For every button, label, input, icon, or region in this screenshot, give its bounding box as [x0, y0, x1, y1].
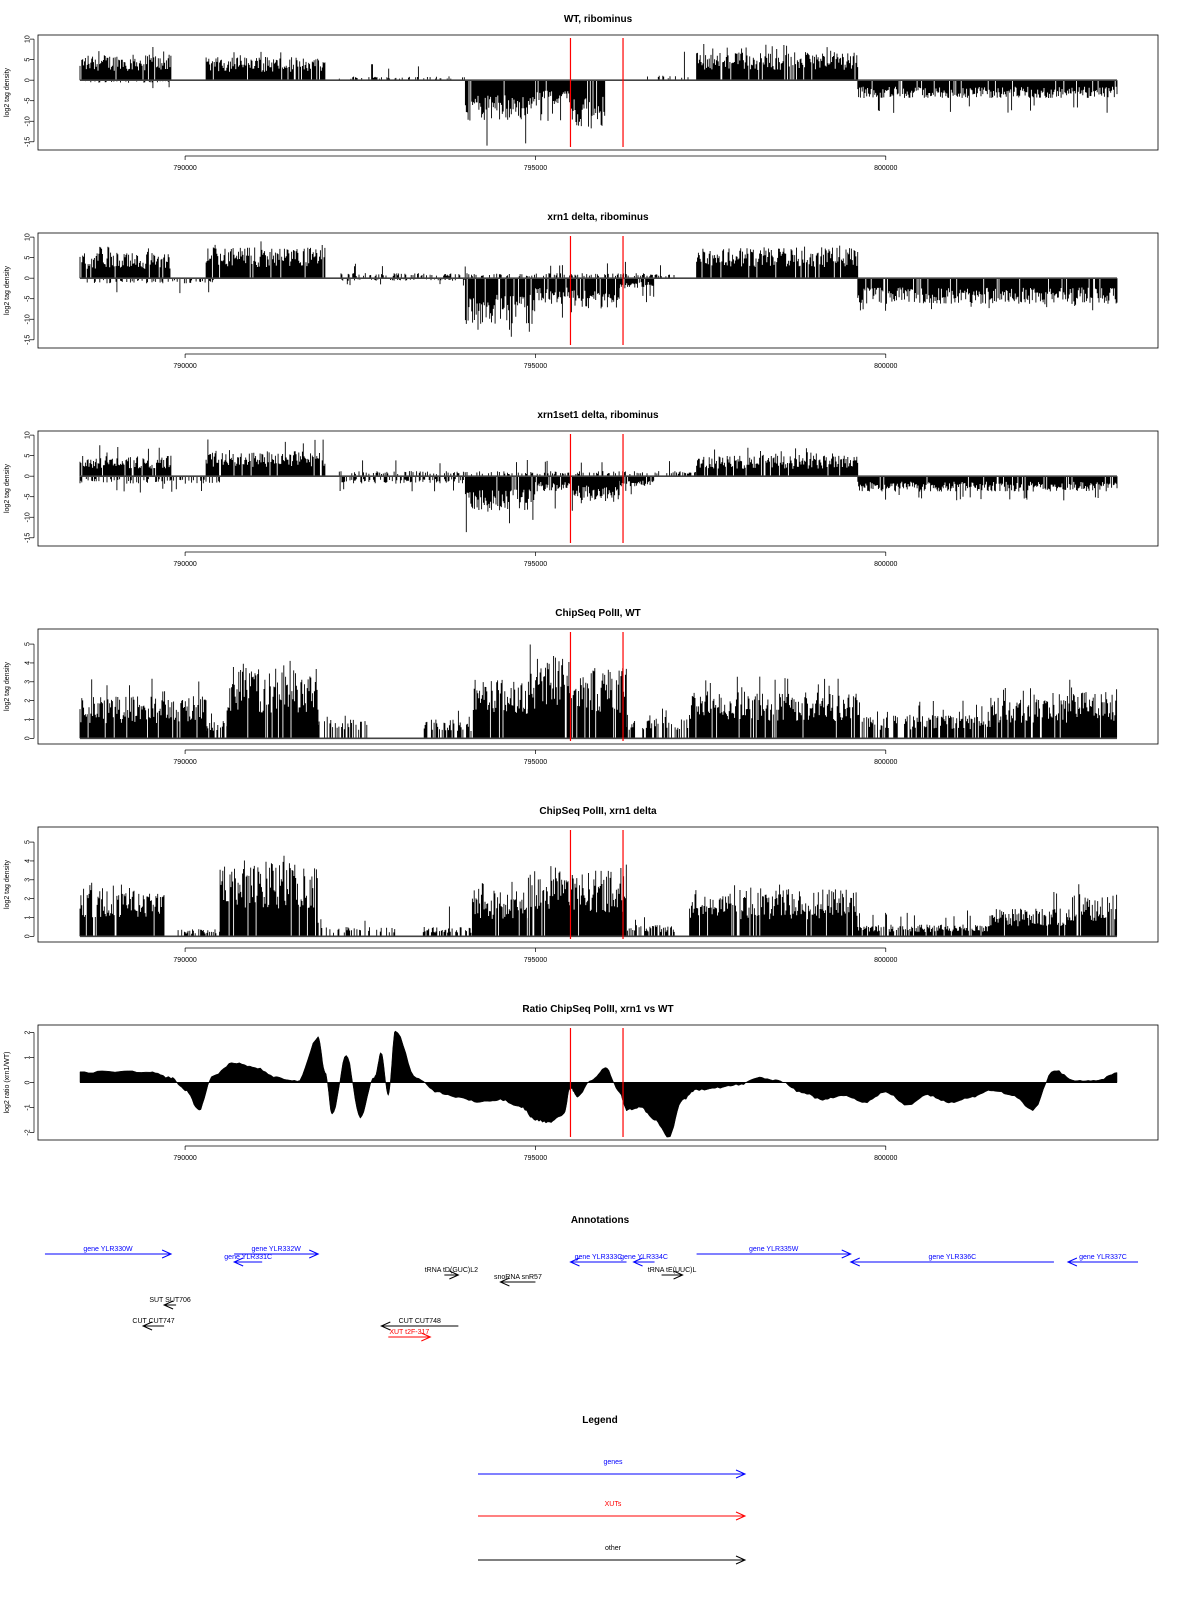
annotation-label: CUT CUT748	[398, 1318, 441, 1325]
annotation-gene	[1068, 1254, 1138, 1266]
y-tick-label: -5	[24, 493, 32, 500]
legend-item-other	[478, 1545, 745, 1564]
annotation-other	[132, 1318, 174, 1330]
y-tick-label: -2	[24, 1129, 32, 1136]
y-tick-label: 1	[24, 717, 32, 722]
x-tick-label: 800000	[874, 957, 898, 964]
chart-title: xrn1 delta, ribominus	[547, 212, 649, 223]
y-axis-label: log2 tag density	[4, 661, 11, 712]
annotation-other	[648, 1267, 697, 1279]
legend-item-gene	[478, 1459, 745, 1478]
chart-panel-0	[4, 14, 1158, 172]
x-tick-label: 800000	[874, 561, 898, 568]
data-bars-positive	[80, 241, 858, 278]
annotation-label: gene YLR335W	[749, 1246, 799, 1253]
y-axis-label: log2 tag density	[4, 859, 11, 910]
annotation-label: gene YLR336C	[928, 1254, 977, 1261]
annotation-label: XUT t2F-317	[389, 1329, 430, 1336]
y-axis-label: log2 tag density	[4, 265, 11, 316]
x-tick-label: 800000	[874, 363, 898, 370]
annotation-label: tRNA tD(GUC)L2	[424, 1267, 479, 1274]
legend-item-xut	[478, 1501, 745, 1520]
annotation-other	[425, 1267, 478, 1279]
series-negative	[87, 278, 1117, 337]
y-tick-label: 3	[24, 679, 32, 684]
y-tick-label: 2	[24, 698, 32, 703]
y-tick-label: -15	[24, 136, 32, 147]
y-tick-label: 0	[24, 78, 32, 83]
x-tick-label: 795000	[523, 561, 548, 568]
x-tick-label: 795000	[523, 759, 548, 766]
chart-title: xrn1set1 delta, ribominus	[537, 410, 659, 421]
legend-panel	[478, 1415, 745, 1564]
x-tick-label: 795000	[523, 1155, 548, 1162]
y-tick-label: 0	[24, 474, 32, 479]
y-axis-label: log2 ratio (xrn1/WT)	[4, 1051, 11, 1114]
x-tick-label: 790000	[173, 363, 197, 370]
series-negative	[80, 476, 1117, 532]
y-axis-label: log2 tag density	[4, 463, 11, 514]
annotation-gene	[697, 1246, 851, 1258]
annotation-other	[149, 1297, 191, 1309]
y-tick-label: -5	[24, 295, 32, 302]
y-tick-label: 1	[24, 915, 32, 920]
y-tick-label: 0	[24, 276, 32, 281]
y-tick-label: 5	[24, 840, 32, 845]
annotation-label: snoRNA snR57	[493, 1274, 542, 1281]
x-tick-label: 790000	[173, 165, 197, 172]
annotation-label: gene YLR330W	[83, 1246, 133, 1253]
series-positive	[80, 241, 858, 278]
annotation-gene	[224, 1254, 272, 1266]
y-tick-label: 2	[24, 896, 32, 901]
annotation-xut	[388, 1329, 430, 1341]
annotations-title: Annotations	[570, 1215, 630, 1226]
x-tick-label: 790000	[173, 561, 197, 568]
y-tick-label: -5	[24, 97, 32, 104]
annotation-gene	[45, 1246, 171, 1258]
annotation-gene	[851, 1254, 1054, 1266]
data-bars-positive	[80, 856, 1117, 937]
annotation-label: CUT CUT747	[132, 1318, 175, 1325]
y-tick-label: -15	[24, 334, 32, 345]
data-bars-positive	[80, 44, 858, 80]
series-positive	[80, 440, 858, 477]
chart-panel-3	[4, 608, 1158, 766]
annotation-label: gene YLR332W	[251, 1246, 301, 1253]
annotation-label: gene YLR334C	[620, 1254, 668, 1261]
x-tick-label: 800000	[874, 165, 898, 172]
chart-panel-5	[4, 1004, 1158, 1162]
y-axis-label: log2 tag density	[4, 67, 11, 118]
x-tick-label: 790000	[173, 1155, 197, 1162]
y-tick-label: -10	[24, 116, 32, 127]
legend-label: genes	[603, 1459, 623, 1466]
data-bars-positive	[80, 645, 1117, 739]
x-tick-label: 800000	[874, 1155, 898, 1162]
y-tick-label: 5	[24, 57, 32, 62]
series-positive	[80, 856, 1117, 937]
annotation-gene	[620, 1254, 668, 1266]
y-tick-label: -10	[24, 512, 32, 523]
data-bars-positive	[80, 440, 858, 477]
y-tick-label: 0	[24, 736, 32, 741]
x-tick-label: 790000	[173, 759, 197, 766]
annotation-label: gene YLR337C	[1079, 1254, 1127, 1261]
annotation-label: SUT SUT706	[149, 1297, 191, 1304]
legend-label: other	[605, 1545, 621, 1552]
data-bars-negative	[85, 80, 1117, 145]
y-tick-label: 2	[24, 1030, 32, 1035]
annotation-other	[494, 1274, 542, 1286]
y-tick-label: 10	[24, 35, 32, 44]
series-positive	[80, 44, 858, 80]
y-tick-label: -10	[24, 314, 32, 325]
data-bars-negative	[87, 278, 1117, 337]
y-tick-label: -1	[24, 1104, 32, 1111]
y-tick-label: 4	[24, 660, 32, 665]
y-tick-label: 4	[24, 858, 32, 863]
chart-title: ChipSeq PolII, WT	[555, 608, 641, 619]
y-tick-label: 10	[24, 233, 32, 242]
x-tick-label: 795000	[523, 165, 548, 172]
y-tick-label: 1	[24, 1055, 32, 1060]
series-negative	[85, 80, 1117, 145]
y-tick-label: -15	[24, 532, 32, 543]
ratio-area	[80, 1031, 1117, 1137]
annotation-label: gene YLR333C	[574, 1254, 623, 1261]
chart-panel-2	[4, 410, 1158, 568]
data-bars-negative	[80, 476, 1117, 532]
y-tick-label: 10	[24, 431, 32, 440]
x-tick-label: 790000	[173, 957, 197, 964]
chart-title: WT, ribominus	[563, 14, 633, 25]
chart-panel-1	[4, 212, 1158, 370]
y-tick-label: 5	[24, 255, 32, 260]
legend-label: XUTs	[604, 1501, 622, 1508]
chart-title: Ratio ChipSeq PolII, xrn1 vs WT	[522, 1004, 674, 1015]
x-tick-label: 800000	[874, 759, 898, 766]
y-tick-label: 5	[24, 453, 32, 458]
chart-title: ChipSeq PolII, xrn1 delta	[539, 806, 657, 817]
y-tick-label: 3	[24, 877, 32, 882]
legend-title: Legend	[582, 1415, 618, 1426]
y-tick-label: 0	[24, 1080, 32, 1085]
chart-panel-4	[4, 806, 1158, 964]
y-tick-label: 5	[24, 642, 32, 647]
annotations-panel	[45, 1215, 1138, 1341]
annotation-label: tRNA tE(UUC)L	[647, 1267, 697, 1274]
annotation-gene	[570, 1254, 626, 1266]
x-tick-label: 795000	[523, 957, 548, 964]
annotation-label: gene YLR331C	[224, 1254, 273, 1261]
y-tick-label: 0	[24, 934, 32, 939]
series-positive	[80, 645, 1117, 739]
x-tick-label: 795000	[523, 363, 548, 370]
